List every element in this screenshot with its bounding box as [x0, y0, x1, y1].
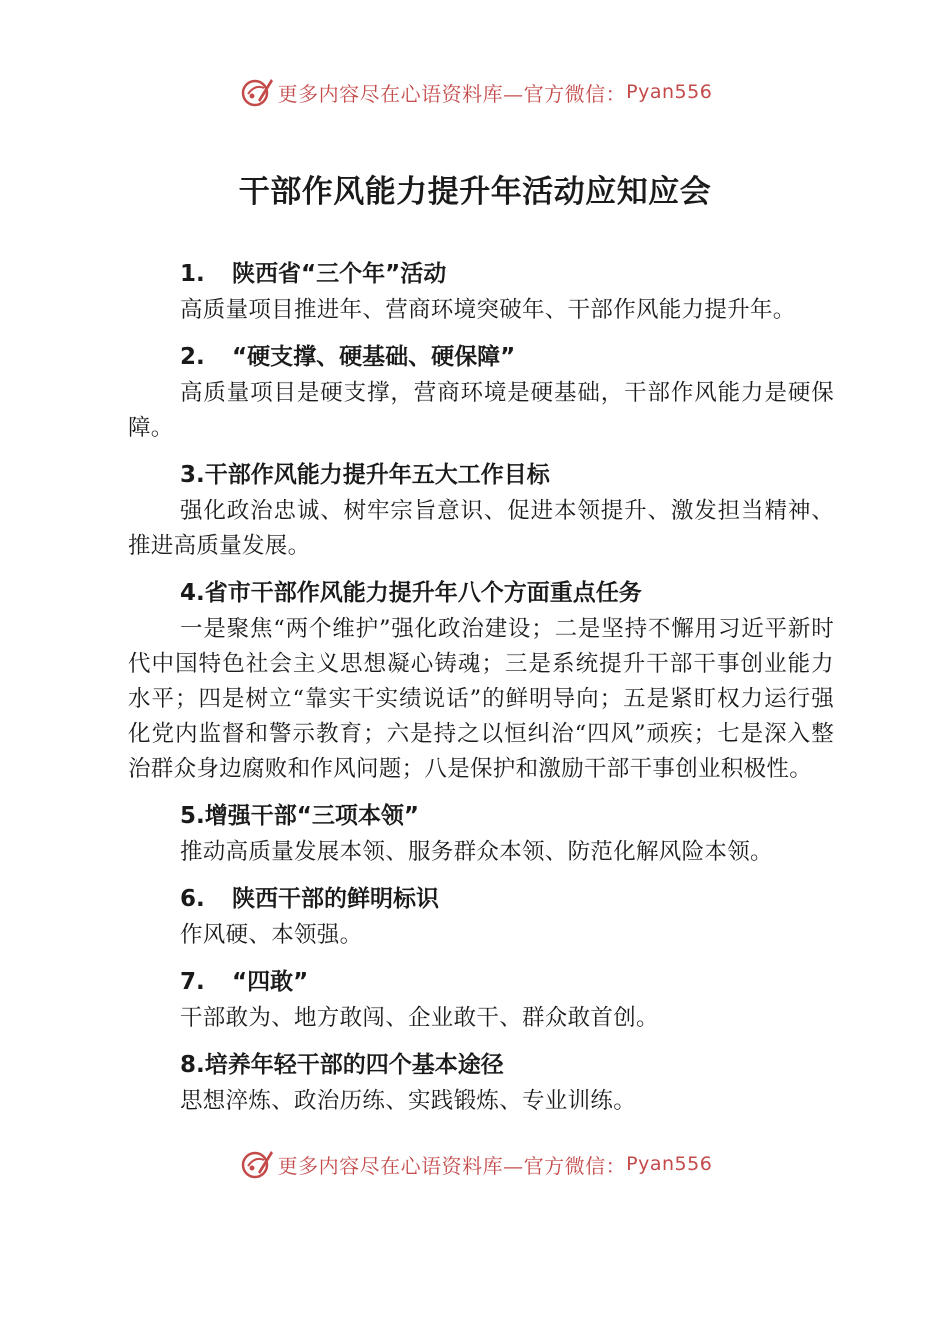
section-body: 干部敢为、地方敢闯、企业敢干、群众敢首创。	[180, 1005, 659, 1031]
section-heading	[180, 338, 834, 376]
section-number: 4.	[180, 580, 205, 606]
watermark-wechat-id: Pyan556	[626, 1153, 713, 1175]
section-6	[128, 880, 834, 953]
document-body	[128, 255, 834, 1119]
section-number: 2.	[180, 344, 205, 370]
section-body: 推动高质量发展本领、服务群众本领、防范化解风险本领。	[180, 839, 773, 865]
section-number: 5.	[180, 803, 205, 829]
section-4	[128, 574, 834, 787]
watermark-text: 更多内容尽在心语资料库—官方微信：	[277, 1153, 627, 1178]
section-8	[128, 1046, 834, 1119]
pen-logo-icon	[238, 74, 274, 110]
section-heading	[180, 963, 834, 1001]
section-heading-text: 干部作风能力提升年五大工作目标	[204, 462, 550, 488]
section-heading	[180, 255, 834, 293]
section-heading	[180, 574, 834, 612]
section-heading-text: 增强干部“三项本领”	[204, 803, 419, 829]
section-heading-text: 陕西省“三个年”活动	[232, 261, 447, 287]
section-number: 7.	[180, 969, 205, 995]
section-heading	[180, 456, 834, 494]
section-3	[128, 456, 834, 564]
section-heading-text: 省市干部作风能力提升年八个方面重点任务	[204, 580, 642, 606]
section-body: 高质量项目推进年、营商环境突破年、干部作风能力提升年。	[180, 297, 796, 323]
section-heading-text: 陕西干部的鲜明标识	[232, 886, 439, 912]
watermark-text: 更多内容尽在心语资料库—官方微信：	[277, 81, 627, 106]
document-title: 干部作风能力提升年活动应知应会	[238, 174, 712, 210]
section-2	[128, 338, 834, 446]
section-number: 8.	[180, 1052, 205, 1078]
section-heading	[180, 797, 834, 835]
section-1	[128, 255, 834, 328]
section-number: 1.	[180, 261, 205, 287]
section-body: 一是聚焦“两个维护”强化政治建设；二是坚持不懈用习近平新时代中国特色社会主义思想凝心铸魂；三是系统提升干部干事创业能力水平；四是树立“靠实干实绩说话”的鲜明导向；五是紧盯权力运行强化党内监督和警示教育；六是持之以恒纠治“四风”顽疾；七是深入整治群众身边腐败和作风问题；八是保护和激励干部干事创业积极性。	[128, 616, 834, 782]
section-body: 作风硬、本领强。	[180, 922, 363, 948]
section-heading-text: 培养年轻干部的四个基本途径	[204, 1052, 504, 1078]
section-heading-text: “硬支撑、硬基础、硬保障”	[232, 344, 516, 370]
section-5	[128, 797, 834, 870]
header-watermark	[0, 74, 950, 110]
section-heading-text: “四敢”	[232, 969, 309, 995]
section-body: 思想淬炼、政治历练、实践锻炼、专业训练。	[180, 1088, 637, 1114]
section-heading	[180, 880, 834, 918]
watermark-wechat-id: Pyan556	[626, 81, 713, 103]
section-body: 高质量项目是硬支撑，营商环境是硬基础，干部作风能力是硬保障。	[128, 380, 834, 441]
footer-watermark	[0, 1146, 950, 1182]
pen-logo-icon	[238, 1146, 274, 1182]
section-number: 6.	[180, 886, 205, 912]
section-number: 3.	[180, 462, 205, 488]
section-7	[128, 963, 834, 1036]
section-heading	[180, 1046, 834, 1084]
section-body: 强化政治忠诚、树牢宗旨意识、促进本领提升、激发担当精神、推进高质量发展。	[128, 498, 834, 559]
